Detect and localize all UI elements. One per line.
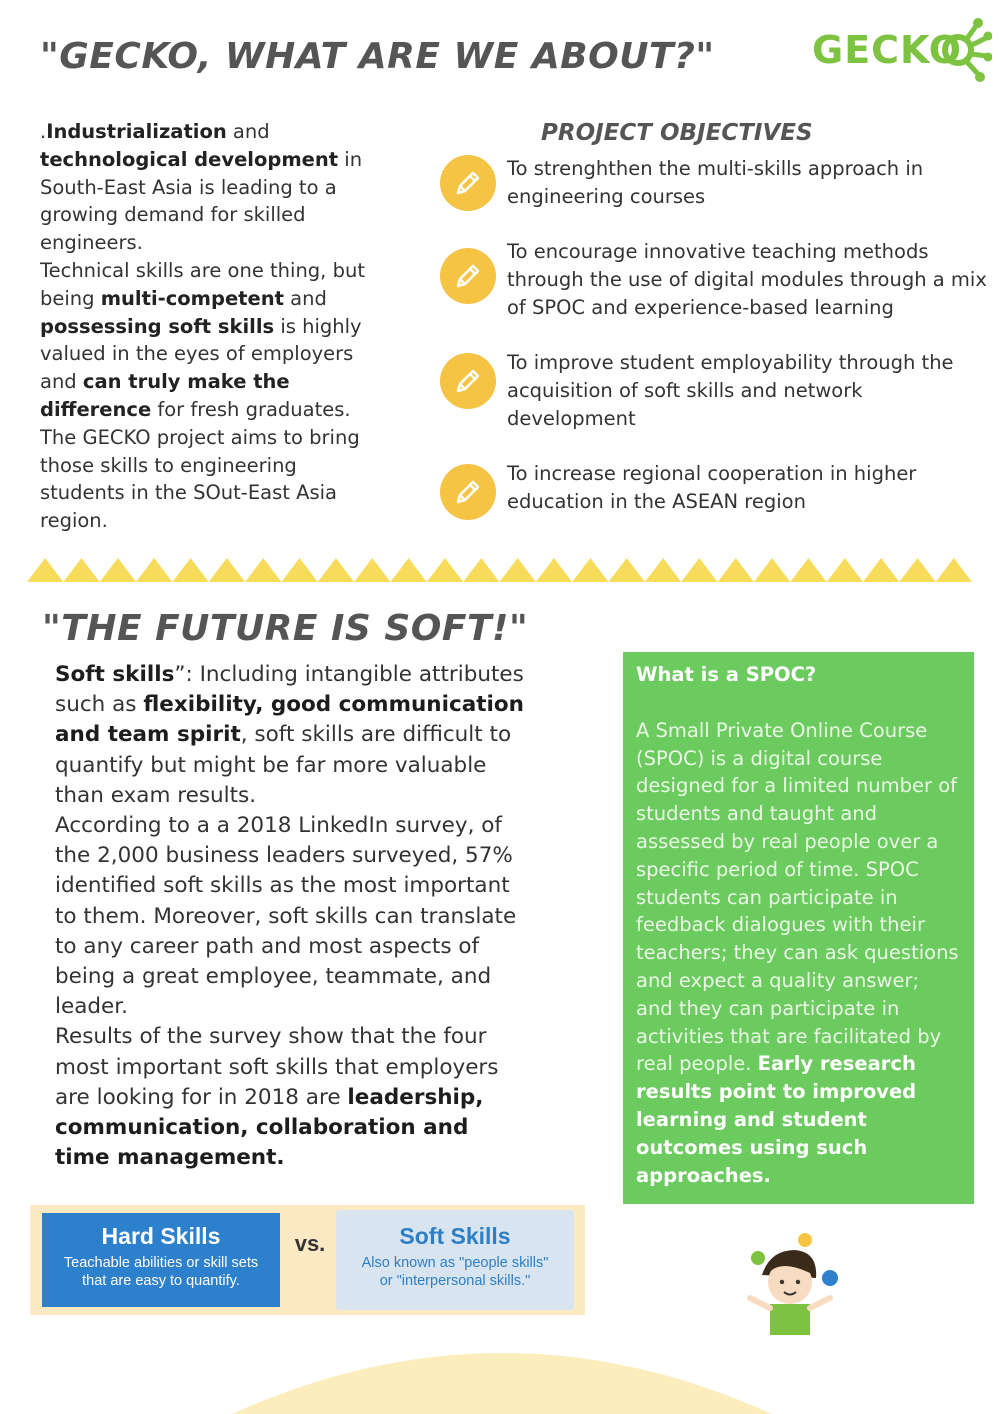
soft-skills-paragraph: [55, 660, 530, 1173]
logo-text: GECKO: [812, 28, 963, 72]
juggling-person-icon: [740, 1230, 840, 1335]
bold-text: possessing soft skills: [40, 314, 275, 338]
text-run: in South-East Asia is leading to a growing demand for skilled engineers.: [40, 147, 363, 255]
bold-text: technological development: [40, 147, 339, 171]
soft-skills-title: Soft Skills: [399, 1223, 511, 1249]
intro-paragraph: [40, 118, 385, 535]
gecko-logo: [812, 14, 992, 84]
bold-text: flexibility, good communication and team spirit: [55, 692, 524, 748]
objective-line: acquisition of soft skills and network: [507, 378, 863, 402]
pencil-icon: [440, 464, 496, 520]
zigzag-divider: [27, 552, 972, 582]
gecko-hand-icon: [930, 14, 992, 84]
bold-text: leadership, communication, collaboration and time management.: [55, 1084, 484, 1171]
soft-sub-line: or "interpersonal skills.": [379, 1273, 531, 1289]
spoc-body: [636, 717, 961, 1190]
text-run: According to a a 2018 LinkedIn survey, of the 2,000 business leaders surveyed, 57% identified soft skills as the most important to them. Moreover, soft skills can translate to any career path and most aspects of being a great employee, teammate, and leader.: [55, 813, 517, 1020]
soft-skills-subtitle: [336, 1254, 574, 1290]
pencil-icon: [440, 155, 496, 211]
objective-line: through the use of digital modules through a mix: [507, 267, 987, 291]
objectives-heading: PROJECT OBJECTIVES: [541, 120, 813, 146]
text-run: Results of the survey show that the four most important soft skills that employers are looking for in 2018 are: [55, 1024, 499, 1110]
objective-line: To improve student employability through the: [507, 351, 954, 374]
objective-line: To strenghthen the multi-skills approach in: [507, 157, 924, 180]
bold-text: Industrialization: [46, 120, 227, 143]
hard-sub-line: Teachable abilities or skill sets: [63, 1255, 259, 1271]
objective-line: engineering courses: [507, 184, 706, 208]
hard-skills-title: Hard Skills: [101, 1223, 221, 1249]
decorative-semicircle: [232, 1352, 772, 1414]
page-title: "GECKO, WHAT ARE WE ABOUT?": [40, 36, 715, 77]
bold-text: Soft skills: [55, 662, 175, 687]
hard-sub-line: that are easy to quantify.: [82, 1273, 240, 1289]
objective-text: [507, 238, 1000, 321]
text-run: Technical skills are one thing, but being: [40, 258, 365, 310]
bold-text: can truly make the difference: [40, 370, 290, 421]
text-run: A Small Private Online Course (SPOC) is a digital course designed for a limited number of students and taught and assessed by real people over a specific period of time. SPOC students can participate in feedback dialogues with their teachers; they can ask questions and expect a quality answer; and they can participate in activities that are facilitated by real people.: [636, 718, 959, 1076]
objective-text: [507, 460, 1000, 516]
text-run: ”: Including intangible attributes such as: [55, 662, 524, 718]
bold-text: Early research results point to improved learning and student outcomes using such approaches.: [636, 1052, 917, 1187]
pencil-icon: [440, 353, 496, 409]
objective-line: To encourage innovative teaching methods: [507, 240, 929, 263]
objective-line: development: [507, 406, 636, 430]
text-run: and: [226, 120, 270, 143]
text-run: for fresh graduates.: [151, 397, 351, 421]
objective-line: of SPOC and experience-based learning: [507, 295, 894, 319]
pencil-icon: [440, 248, 496, 304]
text-run: , soft skills are difficult to quantify but might be far more valuable than exam results.: [55, 722, 512, 808]
hard-skills-card: [42, 1213, 280, 1307]
text-run: The GECKO project aims to bring those skills to engineering students in the SOut-East Asia region.: [40, 425, 360, 533]
spoc-title: What is a SPOC?: [636, 663, 817, 686]
text-run: and: [283, 286, 327, 310]
bold-text: multi-competent: [100, 286, 284, 310]
objective-line: education in the ASEAN region: [507, 489, 806, 513]
hard-skills-subtitle: [42, 1254, 280, 1290]
text-run: .: [40, 120, 47, 143]
section-title: "THE FUTURE IS SOFT!": [42, 608, 529, 649]
versus-label: vs.: [294, 1231, 326, 1256]
soft-sub-line: Also known as "people skills": [361, 1255, 549, 1271]
objective-text: [507, 349, 1000, 432]
text-run: is highly valued in the eyes of employers and: [40, 314, 362, 394]
objective-text: [507, 155, 1000, 211]
spoc-box: [623, 652, 974, 1204]
hard-vs-soft-panel: [30, 1205, 585, 1315]
objective-line: To increase regional cooperation in higher: [507, 462, 917, 485]
soft-skills-card: [336, 1210, 574, 1310]
